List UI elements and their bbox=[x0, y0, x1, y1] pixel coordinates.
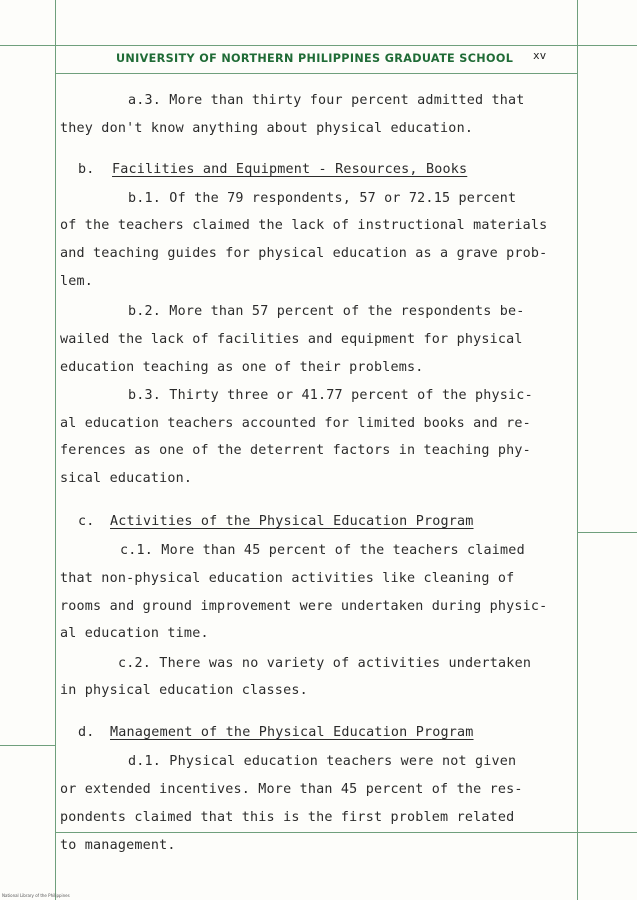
text-line: b.3. Thirty three or 41.77 percent of the physic- bbox=[128, 388, 533, 403]
page-header-title: UNIVERSITY OF NORTHERN PHILIPPINES GRADUATE SCHOOL bbox=[116, 52, 514, 65]
text-line: d.1. Physical education teachers were not given bbox=[128, 754, 517, 769]
section-heading: Facilities and Equipment - Resources, Books bbox=[112, 162, 468, 177]
text-line: c.2. There was no variety of activities undertaken bbox=[118, 656, 532, 671]
header-underline-rule bbox=[55, 73, 577, 74]
section-heading: Activities of the Physical Education Program bbox=[110, 514, 474, 529]
page-number: xv bbox=[533, 49, 547, 62]
text-line: in physical education classes. bbox=[60, 683, 308, 698]
section-heading: Management of the Physical Education Program bbox=[110, 725, 474, 740]
left-margin-rule bbox=[55, 0, 56, 900]
text-line: to management. bbox=[60, 838, 176, 853]
text-line: b.1. Of the 79 respondents, 57 or 72.15 percent bbox=[128, 191, 517, 206]
text-line: sical education. bbox=[60, 471, 193, 486]
text-line: they don't know anything about physical education. bbox=[60, 121, 474, 136]
scan-footer: National Library of the Philippines bbox=[2, 893, 70, 898]
text-line: a.3. More than thirty four percent admitted that bbox=[128, 93, 525, 108]
section-label: d. bbox=[78, 725, 95, 740]
right-margin-rule bbox=[577, 0, 578, 900]
text-line: rooms and ground improvement were undertaken during physic- bbox=[60, 599, 548, 614]
text-line: b.2. More than 57 percent of the respondents be- bbox=[128, 304, 525, 319]
header-rule bbox=[0, 45, 637, 46]
text-line: lem. bbox=[60, 274, 94, 289]
text-line: c.1. More than 45 percent of the teachers claimed bbox=[120, 543, 525, 558]
bottom-rule bbox=[55, 832, 637, 833]
section-label: c. bbox=[78, 514, 95, 529]
text-line: al education time. bbox=[60, 626, 209, 641]
text-line: ferences as one of the deterrent factors in teaching phy- bbox=[60, 443, 531, 458]
text-line: that non-physical education activities like cleaning of bbox=[60, 571, 515, 586]
text-line: and teaching guides for physical education as a grave prob- bbox=[60, 246, 548, 261]
text-line: al education teachers accounted for limited books and re- bbox=[60, 416, 531, 431]
text-line: pondents claimed that this is the first problem related bbox=[60, 810, 515, 825]
left-margin-tick bbox=[0, 745, 55, 746]
section-label: b. bbox=[78, 162, 95, 177]
right-margin-tick bbox=[577, 532, 637, 533]
text-line: or extended incentives. More than 45 percent of the res- bbox=[60, 782, 523, 797]
text-line: of the teachers claimed the lack of instructional materials bbox=[60, 218, 548, 233]
text-line: education teaching as one of their problems. bbox=[60, 360, 424, 375]
text-line: wailed the lack of facilities and equipment for physical bbox=[60, 332, 523, 347]
